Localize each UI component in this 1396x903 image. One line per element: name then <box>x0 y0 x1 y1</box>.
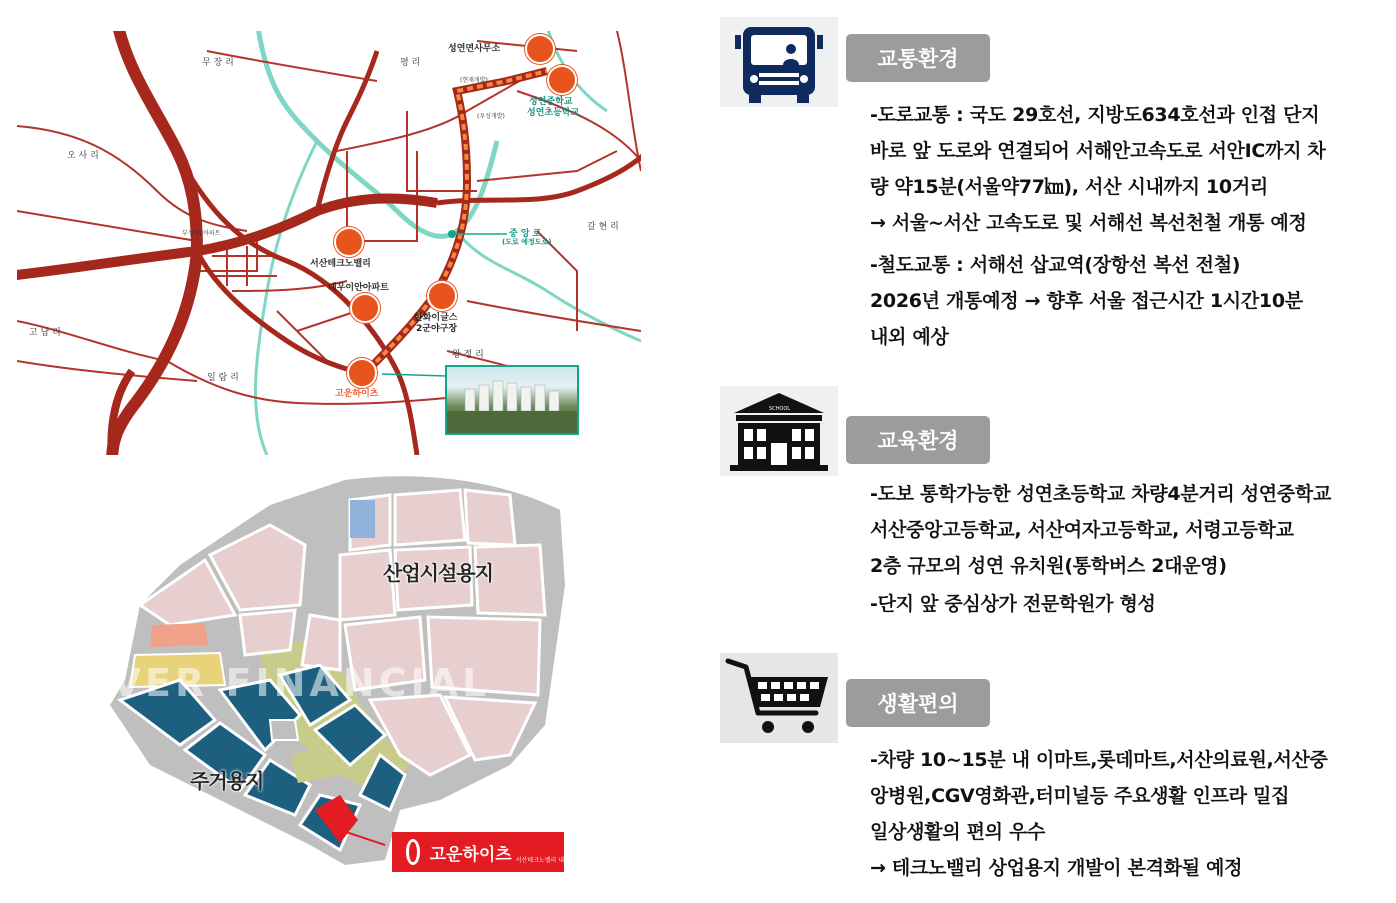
location-map <box>17 31 641 455</box>
transport-line-2: 바로 앞 도로와 연결되어 서해안고속도로 서안IC까지 차 <box>870 140 1326 162</box>
school-building-icon <box>720 386 838 476</box>
transport-line-5: -철도교통 : 서해선 삽교역(장항선 복선 전철) <box>870 254 1241 276</box>
label-office: 성연면사무소 <box>448 44 501 54</box>
label-goun: 고운하이츠 <box>335 389 379 399</box>
label-gonamri: 고 남 리 <box>29 328 61 338</box>
label-wangjeongri: 왕 정 리 <box>452 350 484 360</box>
baseball-icon <box>427 281 457 311</box>
label-small2: (우성개발) <box>477 113 505 120</box>
transport-line-3: 량 약15분(서울약77㎞), 서산 시내까지 10거리 <box>870 176 1268 198</box>
label-hanwha2: 2군야구장 <box>416 324 458 334</box>
brand-logo-icon <box>406 839 420 865</box>
industrial-zone-label: 산업시설용지 <box>383 561 493 585</box>
label-small1: (현재개발) <box>460 77 488 84</box>
label-osari: 오 사 리 <box>67 151 99 161</box>
label-pyeongri: 평 리 <box>400 58 421 68</box>
amenities-line-4: → 테크노밸리 상업용지 개발이 본격화될 예정 <box>870 857 1243 879</box>
education-line-3: 2층 규모의 성연 유치원(통학버스 2대운영) <box>870 555 1227 577</box>
school-icon-text: SCHOOL <box>769 406 791 412</box>
site-plan-map <box>40 465 600 885</box>
label-road: 중 앙 로 <box>509 229 542 239</box>
label-small3: 부성제2아파트 <box>182 230 221 237</box>
label-galhyeonri: 갈 현 리 <box>587 222 619 232</box>
transport-line-6: 2026년 개통예정 → 향후 서울 접근시간 1시간10분 <box>870 290 1303 312</box>
shopping-cart-icon <box>720 653 838 743</box>
brand-subtitle: 서산테크노밸리 내 <box>515 857 564 864</box>
section-title-transport: 교통환경 <box>846 34 990 82</box>
label-school1: 성연중학교 <box>529 97 573 107</box>
amenities-line-3: 일상생활의 편의 우수 <box>870 821 1046 843</box>
section-title-amenities: 생활편의 <box>846 679 990 727</box>
label-road-sub: (도로 예정도로) <box>502 238 552 246</box>
label-ojangri: 무 장 리 <box>202 58 234 68</box>
transport-line-4: → 서울~서산 고속도로 및 서해선 복선천철 개통 예정 <box>870 212 1307 234</box>
goun-heights-marker-icon <box>347 358 377 388</box>
complex-render-photo <box>445 365 579 435</box>
factory-icon <box>334 227 364 257</box>
apartment-icon <box>350 293 380 323</box>
education-line-2: 서산중앙고등학교, 서산여자고등학교, 서령고등학교 <box>870 519 1294 541</box>
goun-heights-brand-box <box>392 832 564 872</box>
label-daewoo: 대우이안아파트 <box>328 283 389 293</box>
amenities-line-1: -차량 10~15분 내 이마트,롯데마트,서산의료원,서산중 <box>870 749 1328 771</box>
education-line-4: -단지 앞 중심상가 전문학원가 형성 <box>870 593 1156 615</box>
section-title-education: 교육환경 <box>846 416 990 464</box>
transport-line-1: -도로교통 : 국도 29호선, 지방도634호선과 인접 단지 <box>870 104 1320 126</box>
transport-line-7: 내외 예상 <box>870 326 949 348</box>
label-ilramri: 일 람 리 <box>207 373 239 383</box>
brand-name: 고운하이츠 <box>429 844 512 865</box>
education-line-1: -도보 통학가능한 성연초등학교 차량4분거리 성연중학교 <box>870 483 1332 505</box>
school-icon <box>547 65 577 95</box>
office-building-icon <box>525 34 555 64</box>
label-school2: 성연초등학교 <box>527 108 580 118</box>
amenities-line-2: 앙병원,CGV영화관,터미널등 주요생활 인프라 밀집 <box>870 785 1290 807</box>
residential-zone-label: 주거용지 <box>190 769 264 793</box>
watermark-text: NAVER FINANCIAL <box>45 661 491 705</box>
label-technovalley: 서산테크노밸리 <box>310 259 371 269</box>
label-hanwha: 한화이글스 <box>414 313 458 323</box>
bus-icon <box>720 17 838 107</box>
